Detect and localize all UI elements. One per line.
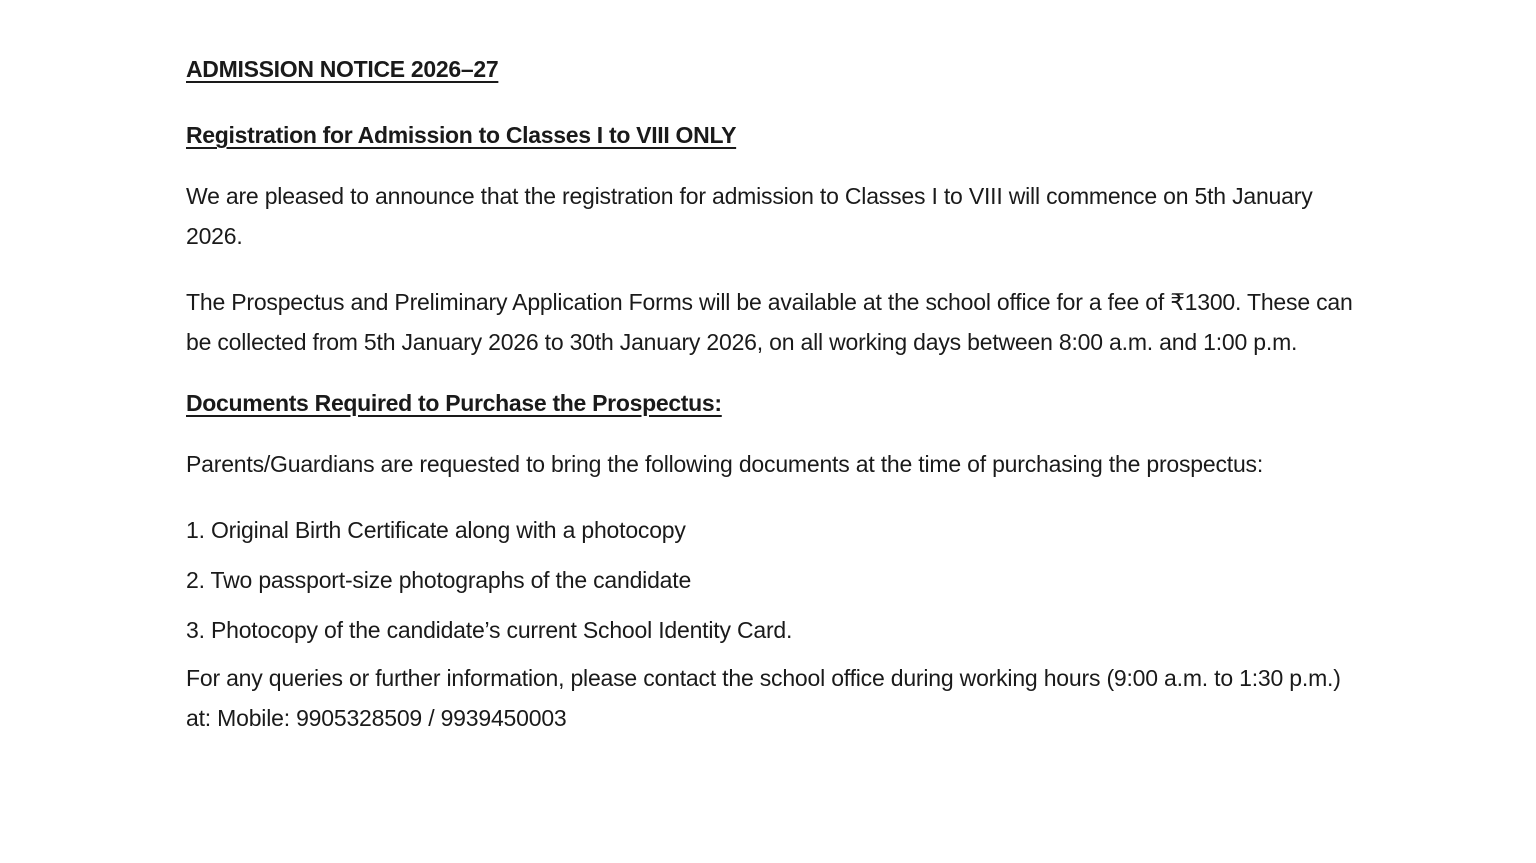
prospectus-paragraph: The Prospectus and Preliminary Application Forms will be available at the school office for a fee of ₹1300. These can be collected from 5th January 2026 to 30th January 2026, on all working days between 8:00 a.m. and 1:00 p.m. xyxy=(186,289,1353,355)
notice-subtitle: Registration for Admission to Classes I to VIII ONLY xyxy=(186,122,737,148)
documents-heading: Documents Required to Purchase the Prospectus: xyxy=(186,390,722,416)
announcement-paragraph: We are pleased to announce that the registration for admission to Classes I to VIII will commence on 5th January 2026. xyxy=(186,183,1313,249)
admission-notice xyxy=(186,52,1366,738)
documents-intro: Parents/Guardians are requested to bring the following documents at the time of purchasing the prospectus: xyxy=(186,451,1264,477)
notice-title: ADMISSION NOTICE 2026–27 xyxy=(186,56,499,82)
list-item: 2. Two passport-size photographs of the candidate xyxy=(186,567,692,593)
list-item: 1. Original Birth Certificate along with a photocopy xyxy=(186,517,686,543)
contact-paragraph: For any queries or further information, please contact the school office during working hours (9:00 a.m. to 1:30 p.m.) at: Mobile: 9905328509 / 9939450003 xyxy=(186,665,1341,731)
list-item: 3. Photocopy of the candidate’s current School Identity Card. xyxy=(186,617,793,643)
documents-list xyxy=(186,510,1366,650)
